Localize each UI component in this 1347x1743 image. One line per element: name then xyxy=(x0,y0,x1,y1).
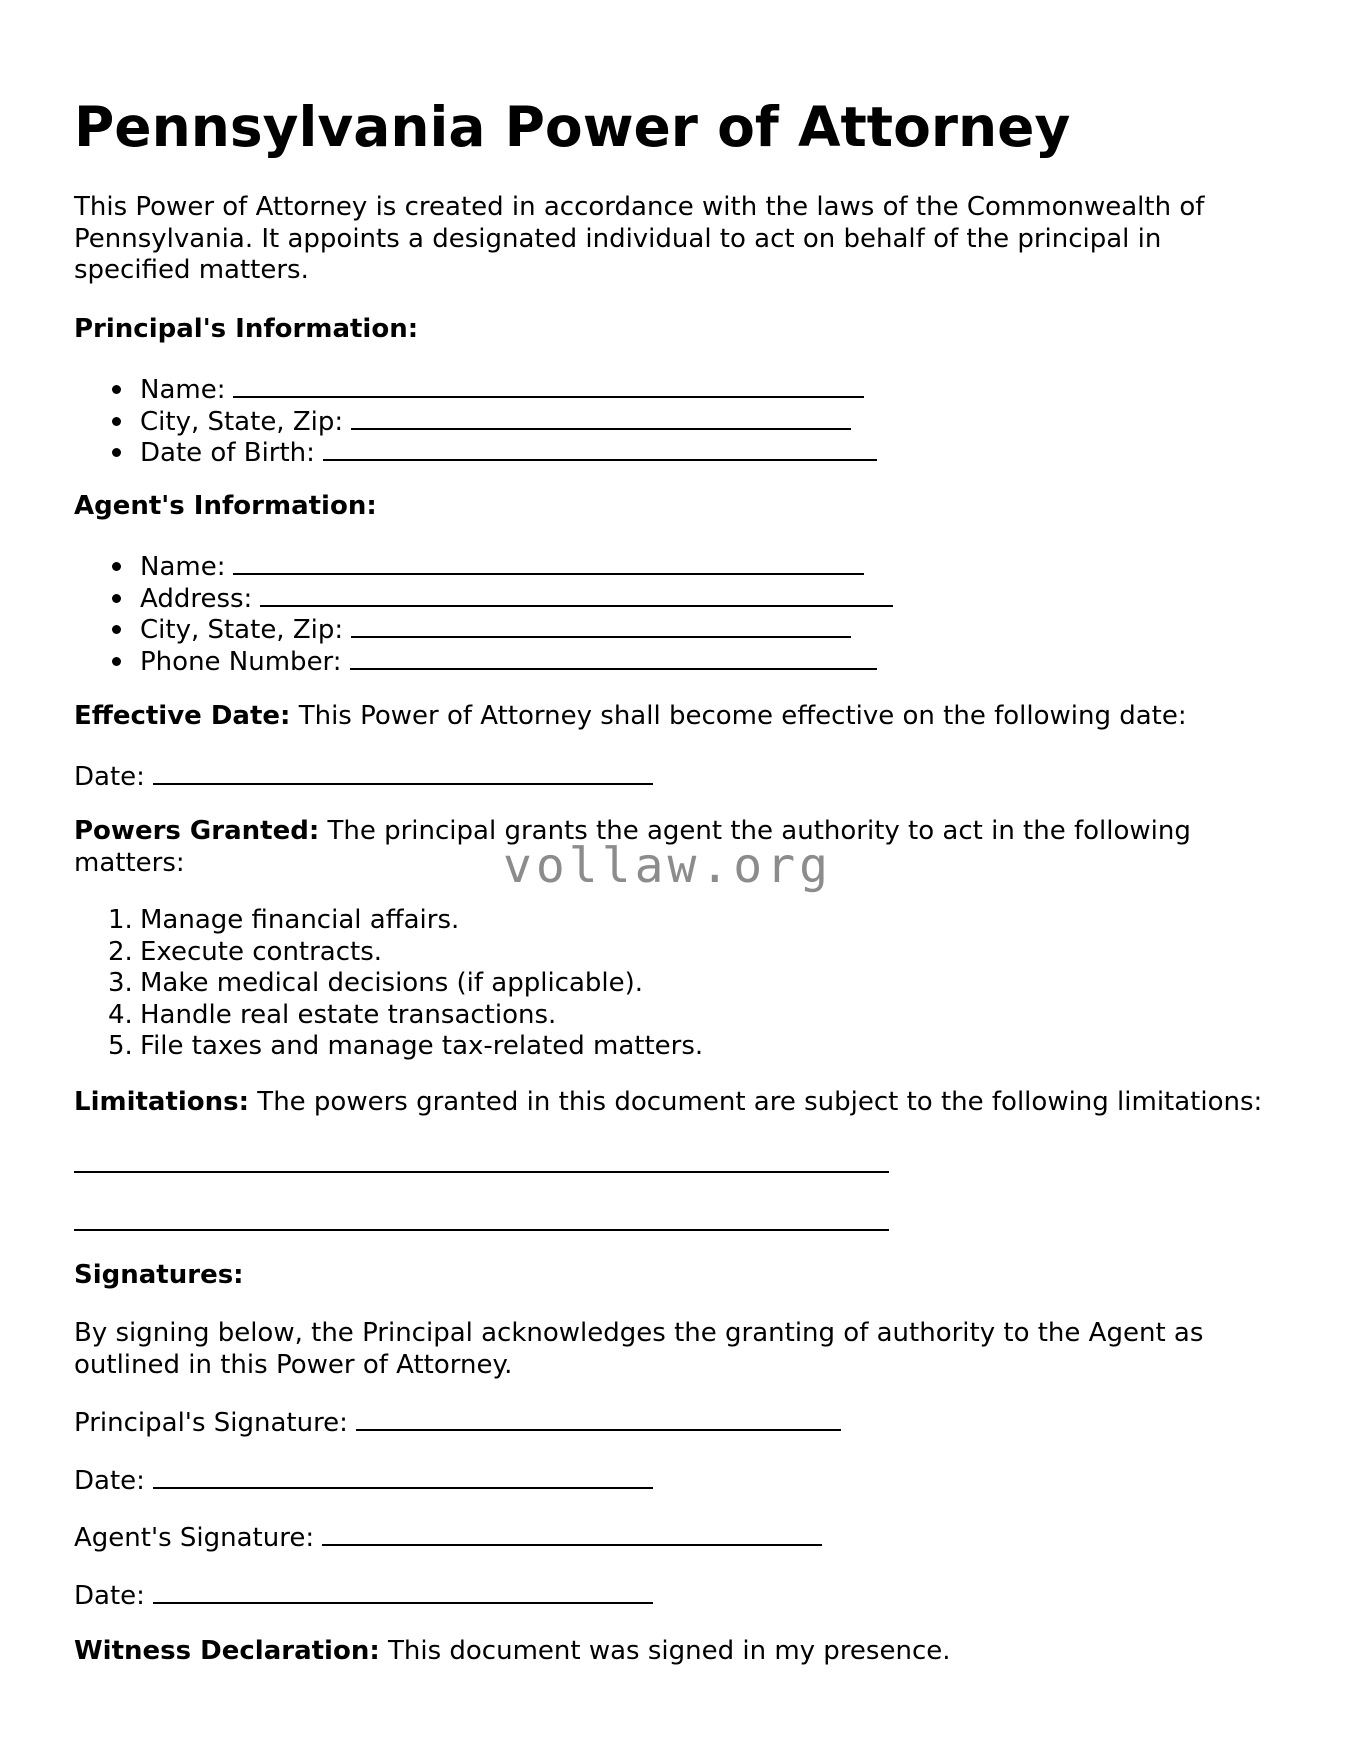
principal-city-item xyxy=(74,404,877,436)
witness-text: This document was signed in my presence. xyxy=(379,1636,951,1666)
intro-line: This Power of Attorney is created in accordance with the laws of the Commonwealth of xyxy=(74,192,1205,222)
principal-city-line[interactable] xyxy=(351,404,851,430)
limitations-line-1[interactable] xyxy=(74,1147,889,1182)
principal-signature-field xyxy=(74,1405,841,1440)
principal-date-field xyxy=(74,1463,653,1498)
document-title: Pennsylvania Power of Attorney xyxy=(74,95,1071,159)
field-label: Name: xyxy=(140,552,226,582)
principal-dob-line[interactable] xyxy=(323,435,877,461)
field-label: Date: xyxy=(74,1466,145,1496)
principal-fields xyxy=(74,372,877,467)
bullet-icon xyxy=(112,657,121,666)
agent-name-item xyxy=(74,549,893,581)
agent-date-line[interactable] xyxy=(153,1578,653,1604)
list-item-text: Handle real estate transactions. xyxy=(140,999,557,1030)
effective-date-line[interactable] xyxy=(153,759,653,785)
field-label: City, State, Zip: xyxy=(140,615,344,645)
agent-heading: Agent's Information: xyxy=(74,491,377,521)
bullet-icon xyxy=(112,385,121,394)
field-label: Agent's Signature: xyxy=(74,1523,315,1553)
watermark: vollaw.org xyxy=(503,838,832,894)
agent-address-item xyxy=(74,581,893,613)
powers-list xyxy=(74,905,703,1063)
list-item-text: Make medical decisions (if applicable). xyxy=(140,968,644,998)
list-number: 3. xyxy=(108,968,133,998)
list-item-text: File taxes and manage tax-related matters. xyxy=(140,1031,704,1061)
list-item xyxy=(74,937,703,969)
principal-name-item xyxy=(74,372,877,404)
agent-address-line[interactable] xyxy=(260,581,893,607)
list-number: 2. xyxy=(108,936,133,967)
bullet-icon xyxy=(112,417,121,426)
agent-name-line[interactable] xyxy=(233,549,864,575)
principal-name-line[interactable] xyxy=(233,372,864,398)
signatures-text: outlined in this Power of Attorney. xyxy=(74,1349,513,1380)
list-number: 4. xyxy=(108,999,133,1030)
effective-date-label: Effective Date: xyxy=(74,701,291,731)
intro-line: Pennsylvania. It appoints a designated individual to act on behalf of the principal in xyxy=(74,223,1162,254)
limitations-paragraph xyxy=(74,1087,1262,1119)
field-label: Date of Birth: xyxy=(140,438,315,468)
bullet-icon xyxy=(112,625,121,634)
list-item-text: Execute contracts. xyxy=(140,936,383,967)
field-label: Phone Number: xyxy=(140,646,342,677)
agent-phone-line[interactable] xyxy=(350,644,877,670)
signatures-heading: Signatures: xyxy=(74,1260,244,1290)
list-item-text: Manage financial affairs. xyxy=(140,905,460,935)
bullet-icon xyxy=(112,594,121,603)
limitations-line-2[interactable] xyxy=(74,1205,889,1240)
blank-line[interactable] xyxy=(74,1147,889,1173)
signatures-text: By signing below, the Principal acknowledges the granting of authority to the Agent as xyxy=(74,1318,1204,1348)
effective-date-text: This Power of Attorney shall become effective on the following date: xyxy=(290,701,1187,731)
principal-date-line[interactable] xyxy=(153,1463,653,1489)
field-label: Name: xyxy=(140,375,226,405)
limitations-label: Limitations: xyxy=(74,1087,250,1117)
field-label: Date: xyxy=(74,762,145,792)
field-label: City, State, Zip: xyxy=(140,406,344,437)
agent-date-field xyxy=(74,1578,653,1613)
list-item xyxy=(74,905,703,937)
principal-dob-item xyxy=(74,435,877,467)
list-item xyxy=(74,1000,703,1032)
limitations-text: The powers granted in this document are subject to the following limitations: xyxy=(249,1087,1263,1117)
agent-city-item xyxy=(74,612,893,644)
effective-date-paragraph xyxy=(74,701,1187,733)
field-label: Principal's Signature: xyxy=(74,1408,348,1438)
agent-phone-item xyxy=(74,644,893,676)
agent-signature-field xyxy=(74,1520,822,1555)
field-label: Address: xyxy=(140,583,253,614)
principal-heading: Principal's Information: xyxy=(74,314,419,344)
intro-line: specified matters. xyxy=(74,255,309,285)
powers-granted-text: The principal grants the agent the authority to act in the following xyxy=(319,816,1191,846)
witness-label: Witness Declaration: xyxy=(74,1636,380,1666)
bullet-icon xyxy=(112,448,121,457)
agent-signature-line[interactable] xyxy=(322,1520,822,1546)
intro-paragraph xyxy=(74,192,1204,287)
list-number: 5. xyxy=(108,1031,133,1061)
agent-city-line[interactable] xyxy=(351,612,851,638)
principal-signature-line[interactable] xyxy=(356,1405,841,1431)
field-label: Date: xyxy=(74,1581,145,1611)
effective-date-field xyxy=(74,759,653,794)
bullet-icon xyxy=(112,562,121,571)
blank-line[interactable] xyxy=(74,1205,889,1231)
powers-granted-label: Powers Granted: xyxy=(74,816,320,846)
list-item xyxy=(74,1031,703,1063)
signatures-paragraph xyxy=(74,1318,1203,1381)
agent-fields xyxy=(74,549,893,675)
list-number: 1. xyxy=(108,905,133,935)
powers-granted-text: matters: xyxy=(74,847,185,878)
witness-paragraph xyxy=(74,1636,951,1668)
list-item xyxy=(74,968,703,1000)
